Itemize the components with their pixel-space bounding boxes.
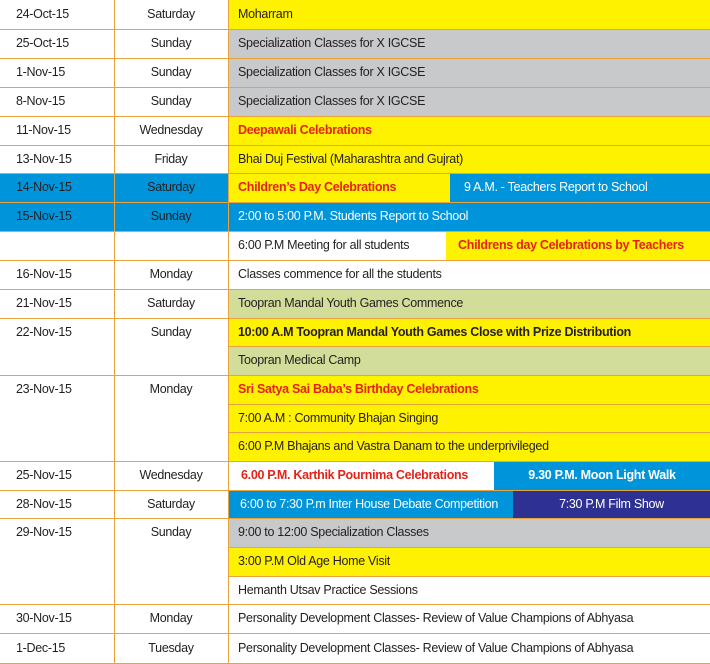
day-cell: Sunday — [150, 94, 192, 109]
day-cell: Wednesday — [139, 468, 203, 483]
event-cell: Hemanth Utsav Practice Sessions — [238, 582, 418, 597]
date-cell: 1-Dec-15 — [16, 641, 66, 656]
event-cell: 6.00 P.M. Karthik Pournima Celebrations — [241, 468, 469, 483]
event-cell: 6:00 P.M Meeting for all students — [238, 238, 410, 253]
date-cell: 30-Nov-15 — [16, 611, 72, 626]
date-cell: 25-Oct-15 — [16, 36, 69, 51]
day-cell: Saturday — [147, 496, 195, 511]
event-cell: Personality Development Classes- Review of Value Champions of Abhyasa — [238, 611, 634, 626]
date-cell: 21-Nov-15 — [16, 296, 72, 311]
event-cell: 6:00 P.M Bhajans and Vastra Danam to the underprivileged — [228, 432, 710, 461]
event-cell: 7:30 P.M Film Show — [513, 490, 710, 518]
event-cell: 3:00 P.M Old Age Home Visit — [228, 547, 710, 576]
day-cell: Friday — [154, 151, 188, 166]
event-cell: 9 A.M. - Teachers Report to School — [450, 173, 710, 202]
event-cell: Toopran Medical Camp — [228, 346, 710, 375]
day-cell: Wednesday — [139, 123, 203, 138]
date-cell: 25-Nov-15 — [16, 468, 72, 483]
event-cell: Deepawali Celebrations — [228, 116, 710, 145]
event-cell: Childrens day Celebrations by Teachers — [446, 231, 710, 260]
date-cell: 16-Nov-15 — [16, 267, 72, 282]
event-cell: 6:00 to 7:30 P.m Inter House Debate Competition — [228, 490, 513, 518]
day-cell: Saturday — [147, 7, 195, 22]
day-cell: Monday — [149, 267, 193, 282]
event-cell: Personality Development Classes- Review of Value Champions of Abhyasa — [238, 641, 634, 656]
event-cell: Specialization Classes for X IGCSE — [228, 29, 710, 58]
event-cell: Classes commence for all the students — [238, 267, 442, 282]
day-cell: Sunday — [150, 325, 192, 339]
date-cell: 13-Nov-15 — [16, 151, 72, 166]
event-cell: Moharram — [228, 0, 710, 29]
date-cell: 15-Nov-15 — [0, 202, 114, 231]
date-cell: 29-Nov-15 — [16, 525, 72, 539]
day-cell: Sunday — [150, 65, 192, 80]
event-cell: Children’s Day Celebrations — [228, 173, 450, 202]
event-cell: Specialization Classes for X IGCSE — [228, 87, 710, 116]
event-cell: 2:00 to 5:00 P.M. Students Report to School — [228, 202, 710, 231]
event-cell: Bhai Duj Festival (Maharashtra and Gujrat) — [228, 145, 710, 173]
day-cell: Saturday — [114, 173, 228, 202]
event-cell: 7:00 A.M : Community Bhajan Singing — [228, 404, 710, 432]
date-cell: 1-Nov-15 — [16, 65, 66, 80]
day-cell: Monday — [149, 382, 193, 396]
event-cell: Toopran Mandal Youth Games Commence — [228, 289, 710, 318]
day-cell: Sunday — [150, 525, 192, 539]
date-cell: 11-Nov-15 — [16, 123, 71, 138]
day-cell: Monday — [149, 611, 193, 626]
day-cell: Sunday — [150, 36, 192, 51]
day-cell: Sunday — [114, 202, 228, 231]
day-cell: Saturday — [147, 296, 195, 311]
date-cell: 8-Nov-15 — [16, 94, 66, 109]
day-cell: Tuesday — [148, 641, 194, 656]
event-cell: 9:00 to 12:00 Specialization Classes — [228, 518, 710, 547]
date-cell: 14-Nov-15 — [0, 173, 114, 202]
date-cell: 24-Oct-15 — [16, 7, 69, 22]
event-cell: Specialization Classes for X IGCSE — [228, 58, 710, 87]
date-cell: 22-Nov-15 — [16, 325, 72, 339]
date-cell: 28-Nov-15 — [16, 496, 72, 511]
event-cell: 9.30 P.M. Moon Light Walk — [494, 461, 710, 490]
date-cell: 23-Nov-15 — [16, 382, 72, 396]
event-cell: Sri Satya Sai Baba’s Birthday Celebrations — [228, 375, 710, 404]
event-cell: 10:00 A.M Toopran Mandal Youth Games Close with Prize Distribution — [228, 318, 710, 346]
